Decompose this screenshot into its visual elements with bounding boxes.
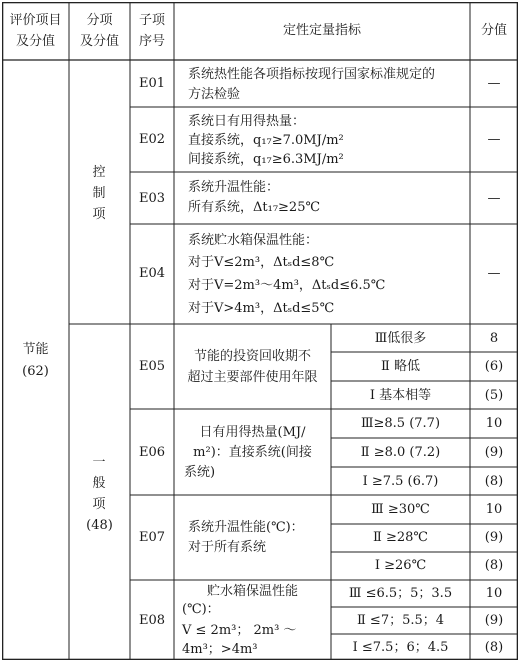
row-e01-line2: 方法检验 xyxy=(188,87,241,102)
row-e08-desc-line3: V ≤ 2m³； 2m³ ～ xyxy=(182,623,297,638)
row-e07-score-1: (8) xyxy=(484,558,504,573)
row-e05-score-3: 8 xyxy=(489,331,499,346)
header-col3-line2: 序号 xyxy=(138,34,165,49)
row-e07-desc-line2: 对于所有系统 xyxy=(188,540,267,555)
row-e02-score: — xyxy=(487,132,501,147)
header-col1-line1: 评价项目 xyxy=(9,13,62,28)
category-score: (62) xyxy=(22,364,49,379)
header-col2-line1: 分项 xyxy=(86,13,113,28)
row-e07-level-1: Ⅰ ≥26℃ xyxy=(374,558,427,573)
row-e03-id: E03 xyxy=(138,191,166,206)
row-e06-desc-line1: 日有用得热量(MJ/ xyxy=(199,425,306,440)
row-e05-score-2: (6) xyxy=(484,359,504,374)
row-e06-level-1: Ⅰ ≥7.5 (6.7) xyxy=(362,474,439,489)
header-col2-line2: 及分值 xyxy=(79,34,119,49)
row-e07-id: E07 xyxy=(138,530,166,545)
row-e07-score-2: (9) xyxy=(484,530,504,545)
row-e04-line2: 对于V=2m³～4m³，Δtₛd≤6.5℃ xyxy=(188,278,386,293)
row-e08-level-1: Ⅰ ≤7.5；6；4.5 xyxy=(352,640,449,655)
row-e08-desc-line2: (℃)： xyxy=(182,602,220,617)
row-e05-level-3: Ⅲ低很多 xyxy=(374,331,427,346)
group-general-score: (48) xyxy=(86,518,113,533)
row-e07-score-3: 10 xyxy=(485,502,503,517)
row-e04-id: E04 xyxy=(138,266,166,281)
row-e01-line1: 系统热性能各项指标按现行国家标准规定的 xyxy=(188,67,436,82)
row-e08-level-3: Ⅲ ≤6.5；5；3.5 xyxy=(348,586,453,601)
row-e08-score-2: (9) xyxy=(484,613,504,628)
row-e07-level-2: Ⅱ ≥28℃ xyxy=(373,530,428,545)
row-e05-level-1: Ⅰ 基本相等 xyxy=(369,388,432,403)
row-e04-score: — xyxy=(487,266,501,281)
row-e06-score-3: 10 xyxy=(485,416,503,431)
row-e08-score-1: (8) xyxy=(484,640,504,655)
evaluation-table xyxy=(2,2,518,660)
row-e01-id: E01 xyxy=(138,76,166,91)
group-control-label: 控 制 项 xyxy=(92,165,106,222)
row-e06-desc-line3: 系统) xyxy=(184,465,216,480)
header-col5: 分值 xyxy=(480,23,507,38)
row-e05-level-2: Ⅱ 略低 xyxy=(381,359,420,374)
row-e08-desc-line4: 4m³；>4m³ xyxy=(182,642,258,657)
row-e03-line1: 所有系统，Δt₁₇≥25℃ xyxy=(188,200,321,215)
row-e06-level-2: Ⅱ ≥8.0 (7.2) xyxy=(360,445,441,460)
row-e04-line1: 对于V≤2m³，Δtₛd≤8℃ xyxy=(188,255,335,270)
row-e03-score: — xyxy=(487,191,501,206)
row-e05-score-1: (5) xyxy=(484,388,504,403)
header-col4: 定性定量指标 xyxy=(282,23,361,38)
row-e07-level-3: Ⅲ ≥30℃ xyxy=(371,502,430,517)
row-e08-id: E08 xyxy=(138,613,166,628)
row-e04-line3: 对于V>4m³，Δtₛd≤5℃ xyxy=(188,301,335,316)
row-e08-desc-line1: 贮水箱保温性能 xyxy=(206,584,298,599)
row-e06-score-1: (8) xyxy=(484,474,504,489)
row-e02-id: E02 xyxy=(138,132,166,147)
row-e03-title: 系统升温性能： xyxy=(188,180,280,195)
header-col1-line2: 及分值 xyxy=(15,34,55,49)
row-e06-score-2: (9) xyxy=(484,445,504,460)
row-e05-desc-line1: 节能的投资回收期不 xyxy=(193,349,311,364)
group-general-label: 一 般 项 xyxy=(92,455,106,512)
row-e02-line2: 间接系统，q₁₇≥6.3MJ/m² xyxy=(188,152,344,167)
category-name: 节能 xyxy=(22,342,49,357)
row-e06-id: E06 xyxy=(138,445,166,460)
row-e01-score: — xyxy=(487,76,501,91)
row-e06-desc-line2: m²)：直接系统(间接 xyxy=(193,445,312,460)
row-e05-id: E05 xyxy=(138,359,166,374)
row-e04-title: 系统贮水箱保温性能： xyxy=(188,233,319,248)
row-e07-desc-line1: 系统升温性能(℃)： xyxy=(188,520,304,535)
row-e02-line1: 直接系统，q₁₇≥7.0MJ/m² xyxy=(188,133,344,148)
row-e08-score-3: 10 xyxy=(485,586,503,601)
row-e05-desc-line2: 超过主要部件使用年限 xyxy=(187,370,318,385)
row-e06-level-3: Ⅲ≥8.5 (7.7) xyxy=(360,416,441,431)
row-e02-title: 系统日有用得热量： xyxy=(188,114,306,129)
header-col3-line1: 子项 xyxy=(138,13,165,28)
row-e08-level-2: Ⅱ ≤7；5.5；4 xyxy=(356,613,445,628)
